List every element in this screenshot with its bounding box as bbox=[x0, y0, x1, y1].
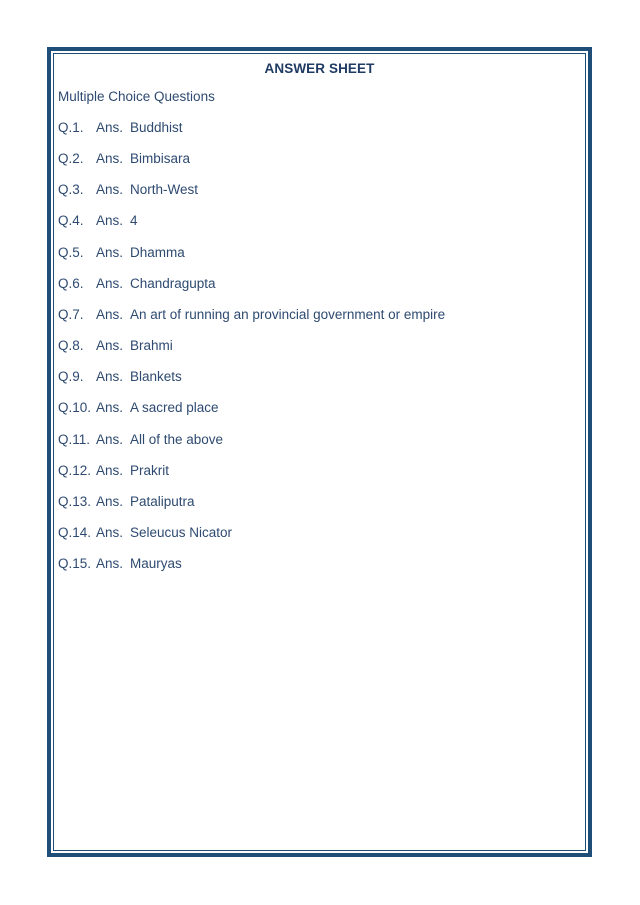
ans-label: Ans. bbox=[96, 306, 124, 322]
page-border-inner bbox=[53, 53, 586, 851]
answer-text: Brahmi bbox=[130, 338, 173, 354]
ans-label: Ans. bbox=[96, 431, 124, 447]
question-number: Q.13. bbox=[58, 493, 92, 509]
answer-text: Mauryas bbox=[130, 556, 182, 572]
ans-label: Ans. bbox=[96, 244, 124, 260]
answer-text: 4 bbox=[130, 213, 138, 229]
question-number: Q.7. bbox=[58, 306, 84, 322]
ans-label: Ans. bbox=[96, 369, 124, 385]
question-number: Q.5. bbox=[58, 244, 84, 260]
answer-text: Buddhist bbox=[130, 120, 183, 135]
question-number: Q.8. bbox=[58, 338, 84, 354]
question-number: Q.12. bbox=[58, 462, 92, 478]
answer-text: Prakrit bbox=[130, 462, 170, 478]
answer-text: Blankets bbox=[130, 369, 182, 385]
ans-label: Ans. bbox=[96, 556, 124, 572]
ans-label: Ans. bbox=[96, 338, 124, 354]
page-border-outer bbox=[47, 47, 592, 857]
ans-label: Ans. bbox=[96, 462, 124, 478]
ans-label: Ans. bbox=[96, 275, 124, 291]
answer-text: Dhamma bbox=[130, 244, 185, 260]
ans-label: Ans. bbox=[96, 400, 124, 416]
answer-text: Bimbisara bbox=[130, 151, 191, 167]
ans-label: Ans. bbox=[96, 182, 124, 198]
ans-label: Ans. bbox=[96, 213, 124, 229]
page-title: ANSWER SHEET bbox=[264, 61, 375, 76]
answer-text: A sacred place bbox=[130, 400, 219, 416]
ans-label: Ans. bbox=[96, 120, 124, 135]
question-number: Q.3. bbox=[58, 182, 84, 198]
question-number: Q.6. bbox=[58, 275, 84, 291]
section-heading: Multiple Choice Questions bbox=[58, 89, 215, 104]
question-number: Q.4. bbox=[58, 213, 84, 229]
question-number: Q.14. bbox=[58, 524, 92, 540]
answer-text: All of the above bbox=[130, 431, 224, 447]
answer-text: North-West bbox=[130, 182, 199, 198]
question-number: Q.10. bbox=[58, 400, 92, 416]
ans-label: Ans. bbox=[96, 524, 124, 540]
answer-text: Pataliputra bbox=[130, 493, 195, 509]
question-number: Q.11. bbox=[58, 431, 91, 447]
answer-text: An art of running an provincial government or empire bbox=[130, 306, 446, 322]
answer-text: Seleucus Nicator bbox=[130, 524, 233, 540]
question-number: Q.9. bbox=[58, 369, 84, 385]
ans-label: Ans. bbox=[96, 493, 124, 509]
answer-text: Chandragupta bbox=[130, 275, 216, 291]
ans-label: Ans. bbox=[96, 151, 124, 167]
question-number: Q.2. bbox=[58, 151, 84, 167]
question-number: Q.15. bbox=[58, 556, 92, 572]
question-number: Q.1. bbox=[58, 120, 84, 135]
